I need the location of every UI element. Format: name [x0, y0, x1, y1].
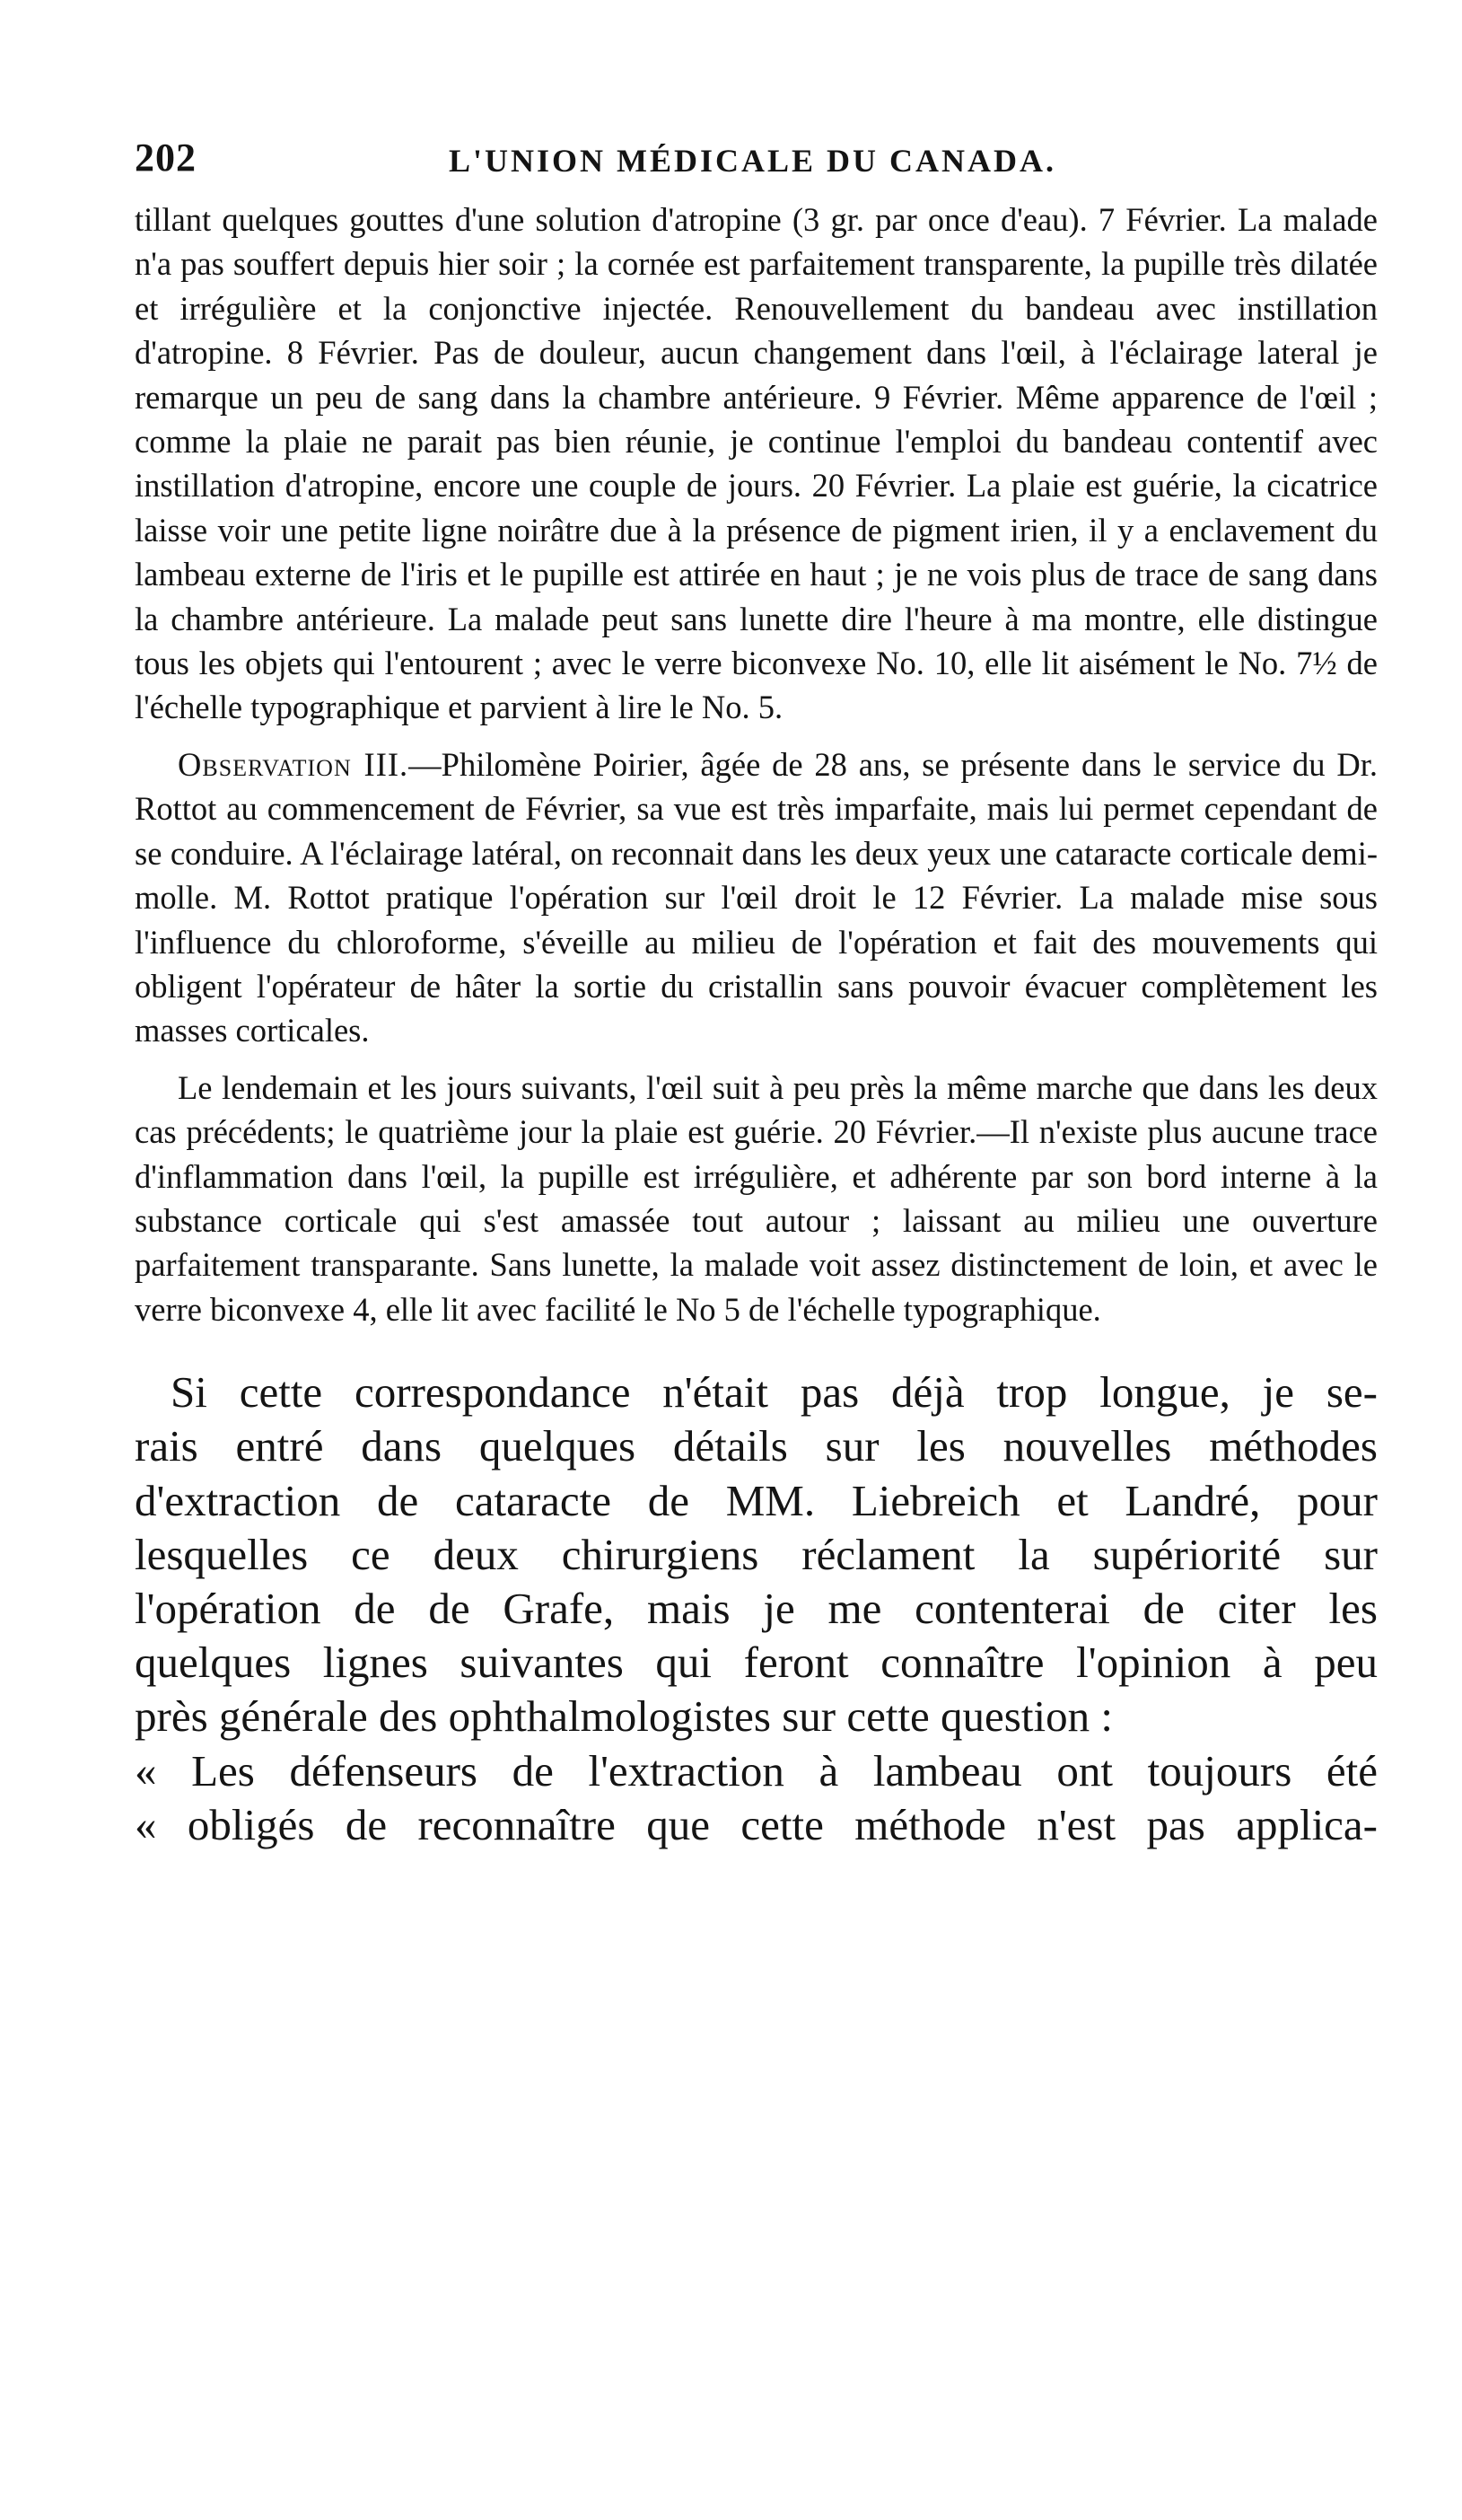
page	[135, 135, 1378, 1852]
text-line: lesquelles ce deux chirurgiens réclament la supériorité sur	[135, 1529, 1378, 1579]
page-number: 202	[135, 136, 197, 180]
observation-label: Observation III.	[178, 745, 409, 783]
quote-line: « Les défenseurs de l'extraction à lambeau ont toujours été	[135, 1745, 1378, 1796]
text-line: près générale des ophthalmologistes sur cette question :	[135, 1691, 1113, 1742]
correspondence-block	[135, 1365, 1378, 1852]
paragraph-following-days: Le lendemain et les jours suivants, l'œil suit à peu près la même marche que dans les deux cas précédents; le quatrième jour la plaie est guérie. 20 Février.—Il n'existe plus aucune trace d'inflammation dans l'œil, la pupille est irrégulière, et adhérente par son bord interne à la substance corticale qui s'est amassée tout autour ; laissant au milieu une ouverture parfaitement transparante. Sans lunette, la malade voit assez distinctement de loin, et avec le verre biconvexe 4, elle lit avec facilité le No 5 de l'échelle typographique.	[135, 1068, 1378, 1328]
paragraph-correspondence	[135, 1365, 1378, 1852]
running-title: L'UNION MÉDICALE DU CANADA.	[449, 143, 1057, 179]
observation-text: —Philomène Poirier, âgée de 28 ans, se présente dans le service du Dr. Rottot au commencement de Février, sa vue est très imparfaite, mais lui permet cependant de se conduire. A l'éclairage latéral, on reconnait dans les deux yeux une cataracte corticale demi-molle. M. Rottot pratique l'opération sur l'œil droit le 12 Février. La malade mise sous l'influence du chloroforme, s'éveille au milieu de l'opération et fait des mouvements qui obligent l'opérateur de hâter la sortie du cristallin sans pouvoir évacuer complètement les masses corticales.	[135, 745, 1378, 1049]
paragraph-observation-iii	[135, 742, 1378, 1053]
text-line: rais entré dans quelques détails sur les nouvelles méthodes	[135, 1421, 1378, 1471]
paragraph-case-continuation: tillant quelques gouttes d'une solution d'atropine (3 gr. par once d'eau). 7 Février. La malade n'a pas souffert depuis hier soir ; la cornée est parfaitement transparente, la pupille très dilatée et irrégulière et la conjonctive injectée. Renouvellement du bandeau avec instillation d'atropine. 8 Février. Pas de douleur, aucun changement dans l'œil, à l'éclairage lateral je remarque un peu de sang dans la chambre antérieure. 9 Février. Même apparence de l'œil ; comme la plaie ne parait pas bien réunie, je continue l'emploi du bandeau contentif avec instillation d'atropine, encore une couple de jours. 20 Février. La plaie est guérie, la cicatrice laisse voir une petite ligne noirâtre due à la présence de pigment irien, il y a enclavement du lambeau externe de l'iris et le pupille est attirée en haut ; je ne vois plus de trace de sang dans la chambre antérieure. La malade peut sans lunette dire l'heure à ma montre, elle distingue tous les objets qui l'entourent ; avec le verre biconvexe No. 10, elle lit aisément le No. 7½ de l'échelle typographique et parvient à lire le No. 5.	[135, 201, 1378, 726]
text-line: Si cette correspondance n'était pas déjà trop longue, je se-	[171, 1367, 1378, 1418]
quote-line: « obligés de reconnaître que cette méthode n'est pas applica-	[135, 1799, 1378, 1849]
text-line: l'opération de de Grafe, mais je me contenterai de citer les	[135, 1583, 1378, 1633]
page-header	[135, 135, 1378, 198]
text-line: d'extraction de cataracte de MM. Liebreich et Landré, pour	[135, 1475, 1378, 1525]
text-line: quelques lignes suivantes qui feront connaître l'opinion à peu	[135, 1638, 1378, 1688]
